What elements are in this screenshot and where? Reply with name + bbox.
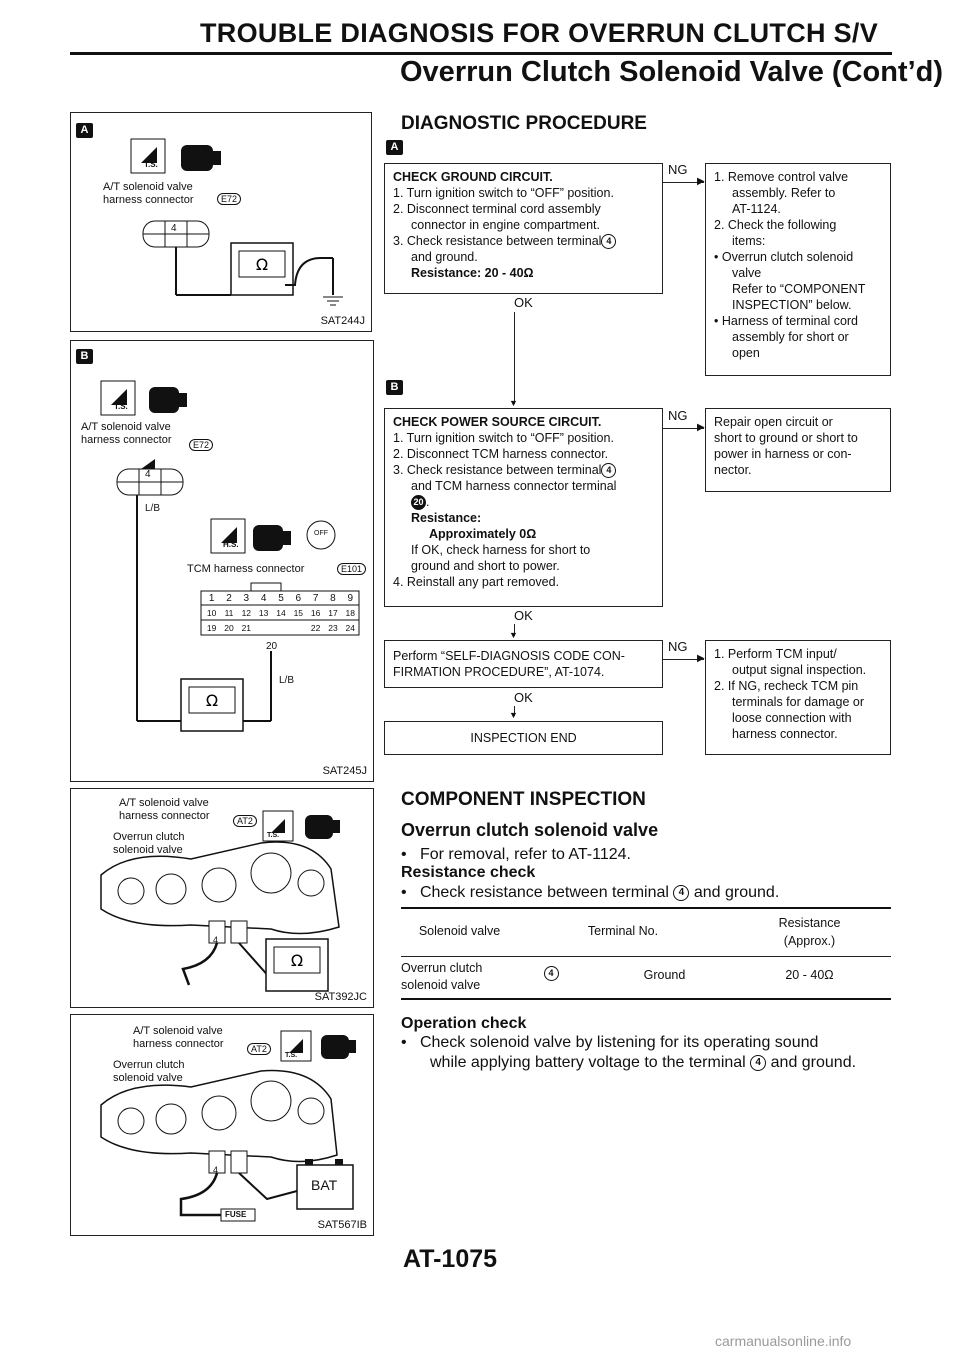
disconnect-label-2: DISCONNECT xyxy=(251,519,291,525)
ts-label: T.S. xyxy=(144,160,158,169)
arrow-down-icon: ▼ xyxy=(509,710,518,720)
bullet-operation: • Check solenoid valve by listening for its operating sound xyxy=(401,1034,819,1051)
hs-label: H.S. xyxy=(223,540,239,549)
bullet-resistance: • Check resistance between terminal 4 and ground. xyxy=(401,884,780,901)
resistance-check-heading: Resistance check xyxy=(401,864,536,881)
ground-circuit-diagram xyxy=(71,113,371,331)
resistance-check-diagram xyxy=(71,789,373,1007)
ng-box-1: 1. Remove control valve assembly. Refer to AT-1124. 2. Check the following items: • Overrun clutch solenoid valve Refer to “COMPONENT INSPECTION” below. • Harness of terminal cord assembly for short or open xyxy=(705,163,891,376)
ts-label: T.S. xyxy=(285,1052,298,1059)
connector-id: AT2 xyxy=(233,815,257,827)
connector-label: A/T solenoid valve harness connector xyxy=(119,797,210,822)
ts-label: T.S. xyxy=(267,832,280,839)
figure-caption: SAT392JC xyxy=(314,991,367,1003)
figure-d xyxy=(70,1014,374,1236)
figure-a xyxy=(70,112,372,332)
step-tag-b: B xyxy=(386,380,403,395)
section-title: TROUBLE DIAGNOSIS FOR OVERRUN CLUTCH S/V xyxy=(200,18,879,48)
svg-text:Ω: Ω xyxy=(290,951,304,970)
page-subtitle: Overrun Clutch Solenoid Valve (Cont’d) xyxy=(400,56,943,88)
inspection-end: INSPECTION END xyxy=(384,721,663,755)
bullet-operation-cont: while applying battery voltage to the terminal 4 and ground. xyxy=(430,1054,857,1071)
step-self-diagnosis: Perform “SELF-DIAGNOSIS CODE CON- FIRMATION PROCEDURE”, AT-1074. xyxy=(384,640,663,688)
figure-caption: SAT245J xyxy=(322,765,367,777)
connector-label: A/T solenoid valve harness connector xyxy=(133,1025,224,1050)
pin-label: 4 xyxy=(213,935,219,945)
connector-id: AT2 xyxy=(247,1043,271,1055)
connector-label: A/T solenoid valve harness connector xyxy=(81,421,172,446)
step-tag-a: A xyxy=(386,140,403,155)
component-inspection-title: COMPONENT INSPECTION xyxy=(401,789,646,810)
terminal-icon: 4 xyxy=(673,885,689,901)
arrow-down-icon: ▼ xyxy=(509,630,518,640)
figure-caption: SAT244J xyxy=(320,315,365,327)
disconnect-label: DISCONNECT xyxy=(147,379,187,385)
figure-tag: A xyxy=(76,123,93,138)
arrow-down-icon: ▼ xyxy=(509,398,518,408)
figure-tag: B xyxy=(76,349,93,364)
terminal-icon: 4 xyxy=(601,234,616,249)
component-subtitle: Overrun clutch solenoid valve xyxy=(401,820,659,840)
step-check-power-source: CHECK POWER SOURCE CIRCUIT. 1. Turn ignition switch to “OFF” position. 2. Disconnect TCM harness connector. 3. Check resistance between terminal 4 and TCM harness connector terminal 20 . Resistance: Approximately 0Ω If OK, check harness for short to ground and short to power. 4. Reinstall any part removed. xyxy=(384,408,663,607)
ng-box-3: 1. Perform TCM input/ output signal inspection. 2. If NG, recheck TCM pin terminals for damage or loose connection with harness connector. xyxy=(705,640,891,755)
terminal-icon: 4 xyxy=(544,966,559,981)
ng-label: NG xyxy=(668,408,688,423)
ts-label: T.S. xyxy=(114,402,128,411)
ok-label: OK xyxy=(514,608,533,623)
bullet-removal: • For removal, refer to AT-1124. xyxy=(401,846,631,863)
arrow-right-icon: ▶ xyxy=(697,653,705,664)
step-check-ground: CHECK GROUND CIRCUIT. 1. Turn ignition switch to “OFF” position. 2. Disconnect terminal cord assembly connector in engine compartment. 3. Check resistance between terminal 4 and ground. Resistance: 20 - 40Ω xyxy=(384,163,663,294)
terminal-icon: 4 xyxy=(750,1055,766,1071)
arrow-right-icon: ▶ xyxy=(697,176,705,187)
watermark: carmanualsonline.info xyxy=(715,1333,852,1349)
connector-label: A/T solenoid valve harness connector xyxy=(103,181,194,206)
disconnect-label: DISCONNECT xyxy=(319,1029,359,1035)
wire-color-2: L/B xyxy=(279,675,295,686)
tcm-pin-grid: 1 2 3 4 5 6 7 8 9 10 11 12 13 14 15 16 17 18 19 20 21 22 23 24 xyxy=(206,593,356,633)
arrow-right-icon: ▶ xyxy=(697,422,705,433)
ng-label: NG xyxy=(668,639,688,654)
ng-box-2: Repair open circuit or short to ground or short to power in harness or con- nector. xyxy=(705,408,891,492)
tcm-connector-label: TCM harness connector xyxy=(187,563,305,575)
terminal-icon: 4 xyxy=(601,463,616,478)
svg-text:Ω: Ω xyxy=(205,691,219,710)
wire-color: L/B xyxy=(145,503,161,514)
terminal-icon: 20 xyxy=(411,495,426,510)
disconnect-label: DISCONNECT xyxy=(179,137,219,143)
pin-label: 4 xyxy=(171,223,177,234)
disconnect-label: DISCONNECT xyxy=(303,809,343,815)
header-rule xyxy=(70,52,892,55)
resistance-table: Solenoid valve Terminal No. Resistance (Approx.) Overrun clutch solenoid valve 4 Ground 20 - 40Ω xyxy=(401,916,841,992)
diagnostic-procedure-title: DIAGNOSTIC PROCEDURE xyxy=(401,113,647,134)
operation-check-heading: Operation check xyxy=(401,1015,527,1032)
tcm-connector-id: E101 xyxy=(337,563,366,575)
figure-b xyxy=(70,340,374,782)
ok-label: OK xyxy=(514,690,533,705)
svg-text:Ω: Ω xyxy=(255,255,269,274)
figure-caption: SAT567IB xyxy=(317,1219,367,1231)
tcm-pin-label: 20 xyxy=(266,641,278,652)
pin-label: 4 xyxy=(145,469,151,480)
valve-label: Overrun clutch solenoid valve xyxy=(113,1059,185,1084)
page-number: AT-1075 xyxy=(403,1245,498,1273)
fuse-label: FUSE xyxy=(225,1210,247,1219)
ignition-off-label: OFF xyxy=(314,530,328,537)
connector-id: E72 xyxy=(217,193,241,205)
ng-label: NG xyxy=(668,162,688,177)
battery-label: BAT xyxy=(311,1177,338,1193)
valve-label: Overrun clutch solenoid valve xyxy=(113,831,185,856)
connector-id: E72 xyxy=(189,439,213,451)
ok-label: OK xyxy=(514,295,533,310)
pin-label: 4 xyxy=(213,1165,219,1175)
figure-c xyxy=(70,788,374,1008)
